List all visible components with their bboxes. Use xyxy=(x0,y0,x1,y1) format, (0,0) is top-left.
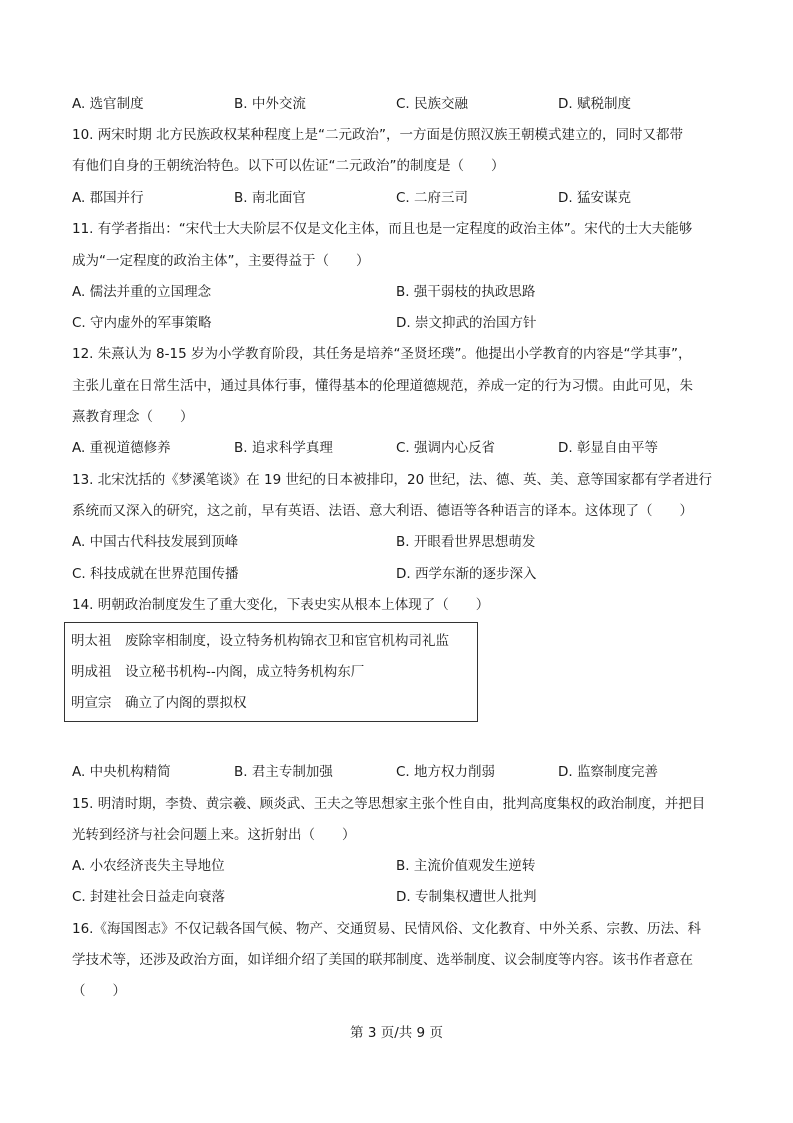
q12-option-a[interactable]: A. 重视道德修养 xyxy=(72,440,171,456)
q11-stem-line-1: 11. 有学者指出：“宋代士大夫阶层不仅是文化主体，而且也是一定程度的政治主体”。宋代的士大夫能够 xyxy=(72,221,693,237)
q14-option-c[interactable]: C. 地方权力削弱 xyxy=(396,764,496,780)
q14-option-d[interactable]: D. 监察制度完善 xyxy=(558,764,658,780)
q13-option-a[interactable]: A. 中国古代科技发展到顶峰 xyxy=(72,534,239,550)
q9-options xyxy=(72,94,732,114)
q12-stem-line-1: 12. 朱熹认为 8-15 岁为小学教育阶段，其任务是培养“圣贤坯璞”。他提出小学教育的内容是“学其事”， xyxy=(72,346,692,362)
q13-stem-line-2: 系统而又深入的研究，这之前，早有英语、法语、意大利语、德语等各种语言的译本。这体现了（ ） xyxy=(72,503,693,519)
q10-option-a[interactable]: A. 郡国并行 xyxy=(72,190,144,206)
q11-option-a[interactable]: A. 儒法并重的立国理念 xyxy=(72,284,212,300)
q11-options-row-2 xyxy=(72,313,732,333)
q10-option-c[interactable]: C. 二府三司 xyxy=(396,190,469,206)
q15-option-c[interactable]: C. 封建社会日益走向衰落 xyxy=(72,889,226,905)
q14-table-row: 明太祖 废除宰相制度，设立特务机构锦衣卫和宦官机构司礼监 xyxy=(71,633,449,649)
q15-option-b[interactable]: B. 主流价值观发生逆转 xyxy=(396,858,536,874)
q11-options-row-1 xyxy=(72,282,732,302)
q10-stem-line-2: 有他们自身的王朝统治特色。以下可以佐证“二元政治”的制度是（ ） xyxy=(72,158,505,174)
q13-option-c[interactable]: C. 科技成就在世界范围传播 xyxy=(72,566,239,582)
q15-option-d[interactable]: D. 专制集权遭世人批判 xyxy=(396,889,537,905)
q9-option-c[interactable]: C. 民族交融 xyxy=(396,96,469,112)
q15-stem-line-2: 光转到经济与社会问题上来。这折射出（ ） xyxy=(72,827,356,843)
q10-stem-line-1: 10. 两宋时期 北方民族政权某种程度上是“二元政治”，一方面是仿照汉族王朝模式建立的，同时又都带 xyxy=(72,127,684,143)
q12-options xyxy=(72,438,732,458)
q9-option-d[interactable]: D. 赋税制度 xyxy=(558,96,631,112)
q16-stem-line-2: 学技术等，还涉及政治方面，如详细介绍了美国的联邦制度、选举制度、议会制度等内容。该书作者意在 xyxy=(72,952,693,968)
q9-option-a[interactable]: A. 选官制度 xyxy=(72,96,144,112)
q12-stem-line-3: 熹教育理念（ ） xyxy=(72,409,194,425)
q15-option-a[interactable]: A. 小农经济丧失主导地位 xyxy=(72,858,225,874)
q15-stem-line-1: 15. 明清时期，李贽、黄宗羲、顾炎武、王夫之等思想家主张个性自由，批判高度集权的政治制度，并把目 xyxy=(72,796,706,812)
q13-options-row-2 xyxy=(72,564,732,584)
q13-option-d[interactable]: D. 西学东渐的逐步深入 xyxy=(396,566,537,582)
q10-options xyxy=(72,188,732,208)
q14-options xyxy=(72,762,732,782)
q12-option-b[interactable]: B. 追求科学真理 xyxy=(234,440,333,456)
q16-stem-line-3: （ ） xyxy=(72,983,126,999)
q10-option-d[interactable]: D. 猛安谋克 xyxy=(558,190,631,206)
q15-options-row-2 xyxy=(72,887,732,907)
q11-option-c[interactable]: C. 守内虚外的军事策略 xyxy=(72,315,212,331)
q13-stem-line-1: 13. 北宋沈括的《梦溪笔谈》在 19 世纪的日本被排印，20 世纪，法、德、英、美、意等国家都有学者进行 xyxy=(72,472,712,488)
q14-history-table xyxy=(64,622,478,722)
q12-option-d[interactable]: D. 彰显自由平等 xyxy=(558,440,658,456)
q16-stem-line-1: 16.《海国图志》不仅记载各国气候、物产、交通贸易、民情风俗、文化教育、中外关系、宗教、历法、科 xyxy=(72,921,701,937)
q11-option-b[interactable]: B. 强干弱枝的执政思路 xyxy=(396,284,536,300)
q11-stem-line-2: 成为“一定程度的政治主体”，主要得益于（ ） xyxy=(72,253,370,269)
q10-option-b[interactable]: B. 南北面官 xyxy=(234,190,306,206)
q14-table-row: 明宣宗 确立了内阁的票拟权 xyxy=(71,695,247,711)
q15-options-row-1 xyxy=(72,856,732,876)
page-number: 第 3 页/共 9 页 xyxy=(350,1025,443,1041)
q12-option-c[interactable]: C. 强调内心反省 xyxy=(396,440,496,456)
q14-table-row: 明成祖 设立秘书机构--内阁，成立特务机构东厂 xyxy=(71,664,365,680)
q13-option-b[interactable]: B. 开眼看世界思想萌发 xyxy=(396,534,536,550)
q14-option-b[interactable]: B. 君主专制加强 xyxy=(234,764,333,780)
q13-options-row-1 xyxy=(72,532,732,552)
q14-option-a[interactable]: A. 中央机构精简 xyxy=(72,764,171,780)
q14-stem-line-1: 14. 明朝政治制度发生了重大变化，下表史实从根本上体现了（ ） xyxy=(72,597,490,613)
q12-stem-line-2: 主张儿童在日常生活中，通过具体行事，懂得基本的伦理道德规范，养成一定的行为习惯。由此可见，朱 xyxy=(72,378,693,394)
q11-option-d[interactable]: D. 崇文抑武的治国方针 xyxy=(396,315,537,331)
q9-option-b[interactable]: B. 中外交流 xyxy=(234,96,306,112)
